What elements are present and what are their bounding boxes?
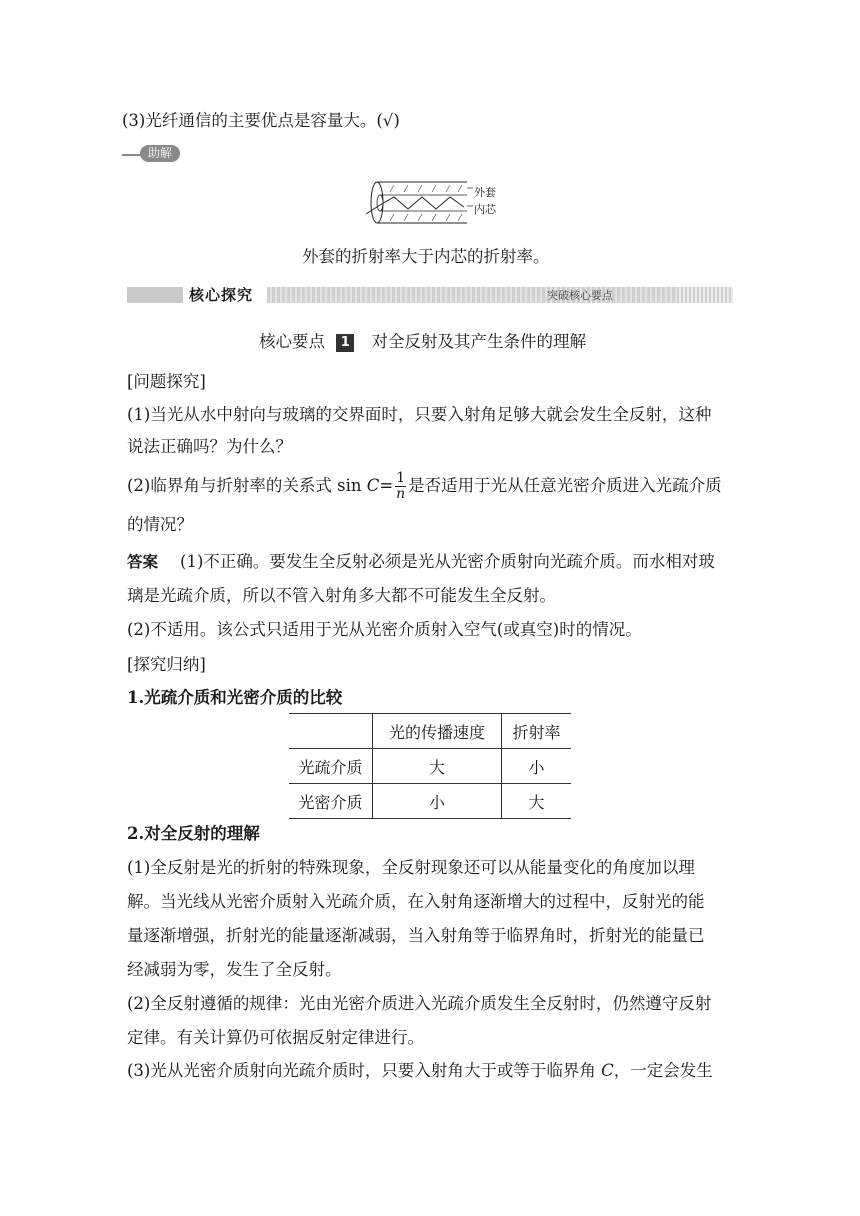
q2-eq: = <box>379 476 394 495</box>
table-cell: 大 <box>373 749 502 784</box>
fiber-diagram <box>360 178 510 230</box>
table-row <box>289 784 571 819</box>
fraction-denominator: n <box>396 486 406 502</box>
summary-heading: [探究归纳] <box>127 655 206 674</box>
para1-line: 经减弱为零，发生了全反射。 <box>127 960 342 979</box>
label-outer: 外套 <box>474 186 496 199</box>
para3-var: C <box>601 1061 614 1080</box>
table-cell: 小 <box>502 749 572 784</box>
answer-label: 答案 <box>127 553 159 571</box>
fraction <box>395 471 406 502</box>
para1-line: 量逐渐增强，折射光的能量逐渐减弱，当入射角等于临界角时，折射光的能量已 <box>127 926 705 945</box>
subheading-1: 1.光疏介质和光密介质的比较 <box>127 688 343 707</box>
q2-line2: 的情况？ <box>127 515 193 534</box>
table-header-cell: 光的传播速度 <box>373 714 502 749</box>
table-cell: 光疏介质 <box>289 749 373 784</box>
q2-var: C <box>366 476 380 495</box>
q3-line: (3)光纤通信的主要优点是容量大。(√) <box>122 111 400 130</box>
problem-heading: [问题探究] <box>127 372 206 391</box>
keypoint-prefix: 核心要点 <box>259 332 325 351</box>
q2-line1 <box>127 468 722 504</box>
table-header-row <box>289 714 571 749</box>
q2-after: 是否适用于光从任意光密介质进入光疏介质 <box>408 476 722 495</box>
section-subtitle: 突破核心要点 <box>547 289 613 302</box>
para3-before: (3)光从光密介质射向光疏介质时，只要入射角大于或等于临界角 <box>127 1061 602 1080</box>
figure-caption: 外套的折射率大于内芯的折射率。 <box>302 247 550 266</box>
para2-line: (2)全反射遵循的规律：光由光密介质进入光疏介质发生全反射时，仍然遵守反射 <box>127 994 712 1013</box>
table-cell: 小 <box>373 784 502 819</box>
answer-a1-line1: (1)不正确。要发生全反射必须是光从光密介质射向光疏介质。而水相对玻 <box>180 552 715 571</box>
comparison-table <box>289 713 571 819</box>
help-tag <box>122 144 184 164</box>
q1-line1: (1)当光从水中射向与玻璃的交界面时，只要入射角足够大就会发生全反射，这种 <box>127 405 712 424</box>
table-header-cell: 折射率 <box>502 714 572 749</box>
answer-a1-line2: 璃是光疏介质，所以不管入射角多大都不可能发生全反射。 <box>127 586 556 605</box>
q2-before: (2)临界角与折射率的关系式 sin <box>127 476 367 495</box>
table-cell: 光密介质 <box>289 784 373 819</box>
keypoint-number: 1 <box>336 334 354 352</box>
answer-a2: (2)不适用。该公式只适用于光从光密介质射入空气(或真空)时的情况。 <box>127 620 642 639</box>
para2-line: 定律。有关计算仍可依据反射定律进行。 <box>127 1028 424 1047</box>
keypoint-title: 对全反射及其产生条件的理解 <box>371 332 586 351</box>
section-title: 核心探究 <box>189 286 254 304</box>
para1-line: 解。当光线从光密介质射入光疏介质，在入射角逐渐增大的过程中，反射光的能 <box>127 892 705 911</box>
q1-line2: 说法正确吗？为什么？ <box>127 437 292 456</box>
label-inner: 内芯 <box>474 203 496 216</box>
keypoint-heading <box>259 332 586 352</box>
table-cell: 大 <box>502 784 572 819</box>
para3-after: ，一定会发生 <box>613 1061 713 1080</box>
subheading-2: 2.对全反射的理解 <box>127 824 260 843</box>
para3-line <box>127 1061 713 1081</box>
table-row <box>289 749 571 784</box>
para1-line: (1)全反射是光的折射的特殊现象，全反射现象还可以从能量变化的角度加以理 <box>127 858 695 877</box>
answer-line1 <box>127 552 715 572</box>
help-label: 助解 <box>140 145 180 162</box>
fraction-numerator: 1 <box>396 470 406 486</box>
table-header-cell <box>289 714 373 749</box>
section-bar <box>127 286 733 304</box>
